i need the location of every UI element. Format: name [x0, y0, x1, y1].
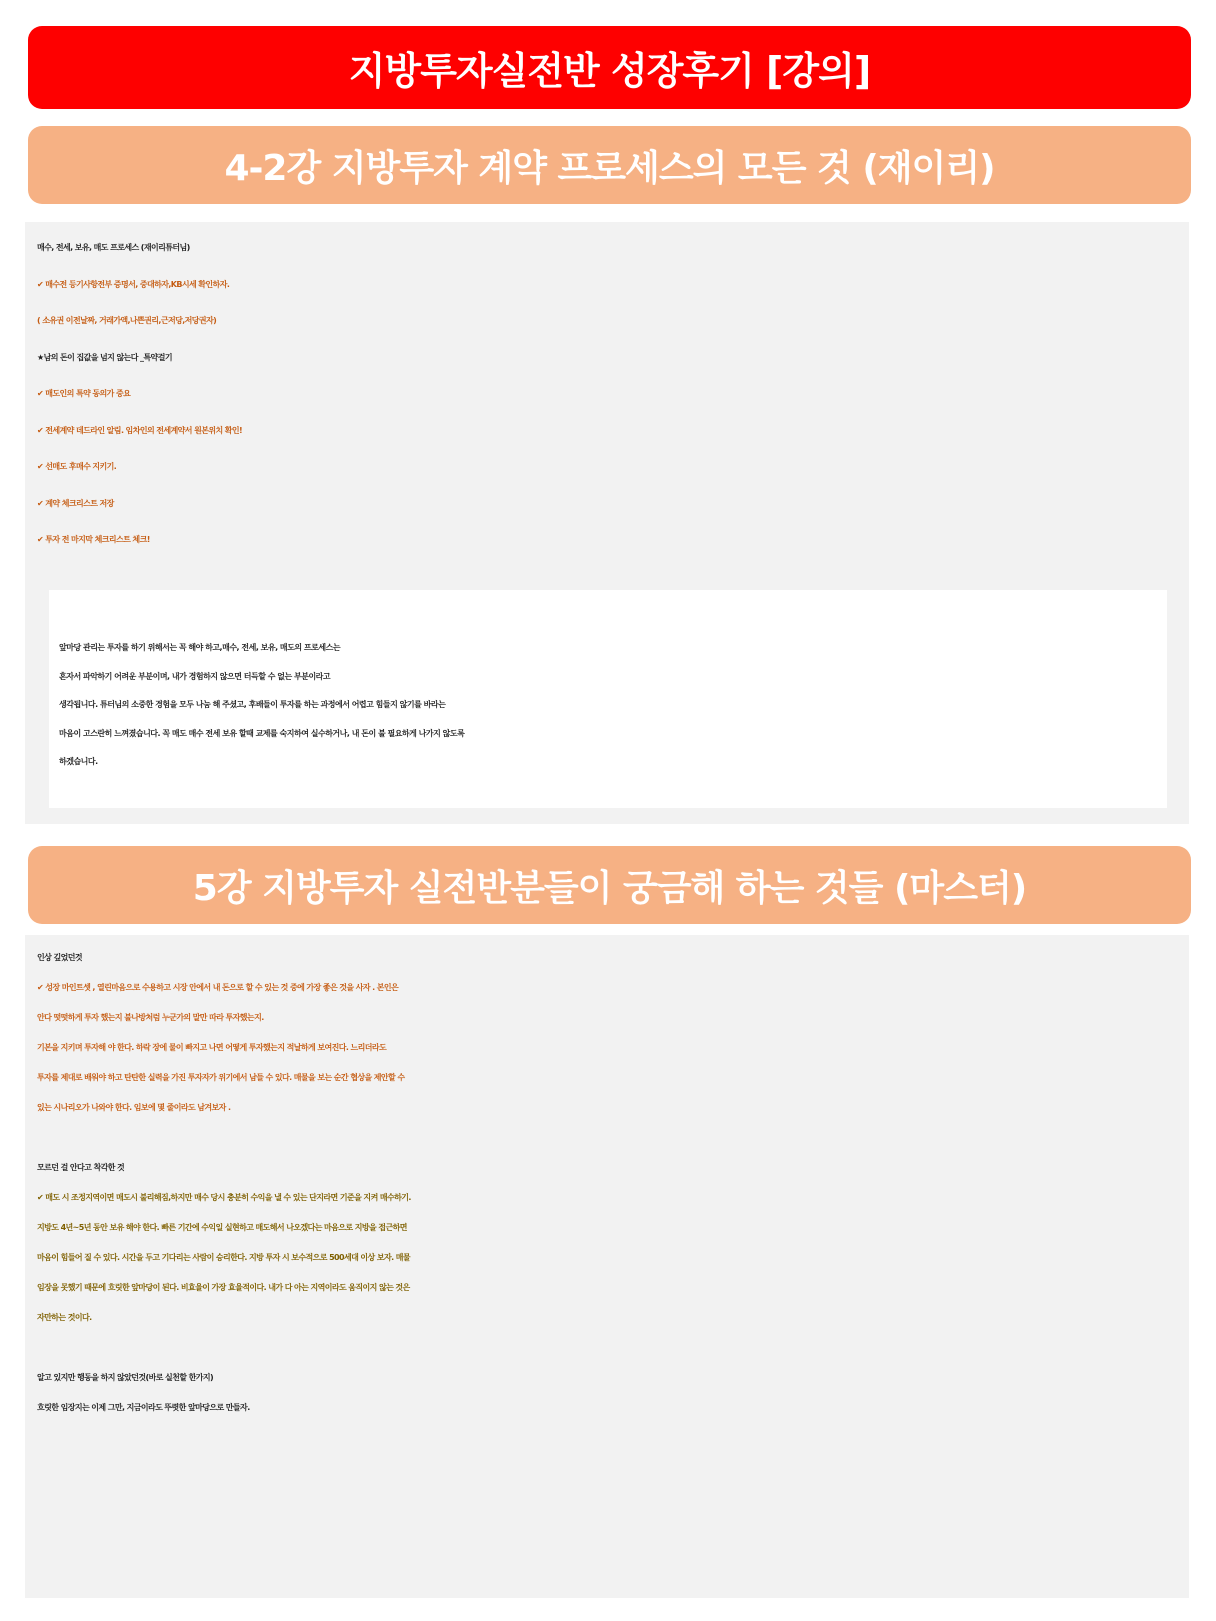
section-1-line: ✔ 선매도 후매수 지키기.	[37, 462, 117, 471]
section-1-line: ✔ 투자 전 마지막 체크리스트 체크!	[37, 535, 150, 544]
misunderstood-heading: 모르던 걸 안다고 착각한 것	[37, 1163, 125, 1172]
misunderstood-line: 자만하는 것이다.	[37, 1313, 92, 1322]
page-title-banner	[28, 26, 1191, 109]
page-title: 지방투자실전반 성장후기 [강의]	[348, 49, 871, 93]
section-1-heading: 매수, 전세, 보유, 매도 프로세스 (재이리튜터님)	[37, 243, 190, 252]
review-note-line: 혼자서 파악하기 어려운 부분이며, 내가 경험하지 않으면 터득할 수 없는 부분이라고	[59, 671, 331, 681]
impressive-line: 투자를 제대로 배워야 하고 탄탄한 실력을 가진 투자자가 위기에서 남들 수 있다. 매물을 보는 순간 협상을 제안할 수	[37, 1073, 405, 1082]
review-note-box	[49, 590, 1167, 808]
misunderstood-line: ✔ 매도 시 조정지역이면 매도시 불리해짐,하지만 매수 당시 충분히 수익을 낼 수 있는 단지라면 기준을 지켜 매수하기.	[37, 1193, 411, 1202]
section-1-title: 4-2강 지방투자 계약 프로세스의 모든 것 (재이리)	[224, 147, 995, 189]
section-1-line: ✔ 계약 체크리스트 저장	[37, 498, 114, 508]
review-note-line: 앞마당 관리는 투자를 하기 위해서는 꼭 해야 하고,매수, 전세, 보유, 매도의 프로세스는	[59, 643, 341, 652]
section-2-title-banner	[28, 846, 1191, 924]
section-1-line: ✔ 전세계약 데드라인 알림. 임차인의 전세계약서 원본위치 확인!	[37, 425, 243, 435]
section-1-line: ★남의 돈이 집값을 넘지 않는다 _특약걸기	[37, 352, 172, 362]
misunderstood-line: 마음이 힘들어 질 수 있다. 시간을 두고 기다리는 사람이 승리한다. 지방 투자 시 보수적으로 500세대 이상 보자. 매물	[37, 1253, 410, 1262]
section-1-title-banner	[28, 126, 1191, 204]
section-1-line: ( 소유권 이전날짜, 거래가액,나쁜권리,근저당,저당권자)	[37, 316, 217, 325]
section-1-line: ✔ 매수전 등기사항전부 증명서, 중대하자,KB시세 확인하자.	[37, 279, 230, 289]
misunderstood-line: 지방도 4년~5년 동안 보유 해야 한다. 빠른 기간에 수익일 실현하고 매도해서 나오겠다는 마음으로 지방을 접근하면	[37, 1223, 407, 1232]
review-note-line: 마음이 고스란히 느껴졌습니다. 꼭 매도 매수 전세 보유 할때 교제를 숙지하여 실수하거나, 내 돈이 불 필요하게 나가지 않도록	[59, 728, 465, 738]
section-2-title: 5강 지방투자 실전반분들이 궁금해 하는 것들 (마스터)	[192, 867, 1027, 909]
misunderstood-line: 임장을 못했기 때문에 흐릿한 앞마당이 된다. 비효율이 가장 효율적이다. 내가 다 아는 지역이라도 움직이지 않는 것은	[37, 1283, 410, 1292]
section-1-panel	[25, 222, 1189, 824]
impressive-line: 안다 떳떳하게 투자 했는지 불나방처럼 누군가의 말만 따라 투자했는지.	[37, 1013, 264, 1022]
action-heading: 알고 있지만 행동을 하지 않았던것(바로 실천할 한가지)	[37, 1373, 214, 1382]
impressive-line: 기본을 지키며 투자해 야 한다. 하락 장에 물이 빠지고 나면 어떻게 투자했는지 적날하게 보여진다. 느리더라도	[37, 1043, 387, 1052]
action-line: 흐릿한 임장지는 이제 그만, 지금이라도 뚜렷한 앞마당으로 만들자.	[37, 1403, 250, 1412]
impressive-line: ✔ 성장 마인트셋 , 열린마음으로 수용하고 시장 안에서 내 돈으로 할 수 있는 것 중에 가장 좋은 것을 사자 . 본인은	[37, 983, 399, 992]
impressive-line: 있는 시나리오가 나와야 한다. 임보에 몇 줄이라도 남겨보자 .	[37, 1103, 231, 1112]
impressive-heading: 인상 깊었던것	[37, 953, 82, 962]
review-note-line: 생각됩니다. 튜터님의 소중한 경험을 모두 나눔 해 주셨고, 후배들이 투자를 하는 과정에서 어렵고 힘들지 않기를 바라는	[59, 700, 446, 709]
section-2-panel	[25, 935, 1189, 1598]
section-1-line: ✔ 매도인의 특약 동의가 중요	[37, 389, 131, 398]
review-note-line: 하겠습니다.	[59, 757, 98, 766]
